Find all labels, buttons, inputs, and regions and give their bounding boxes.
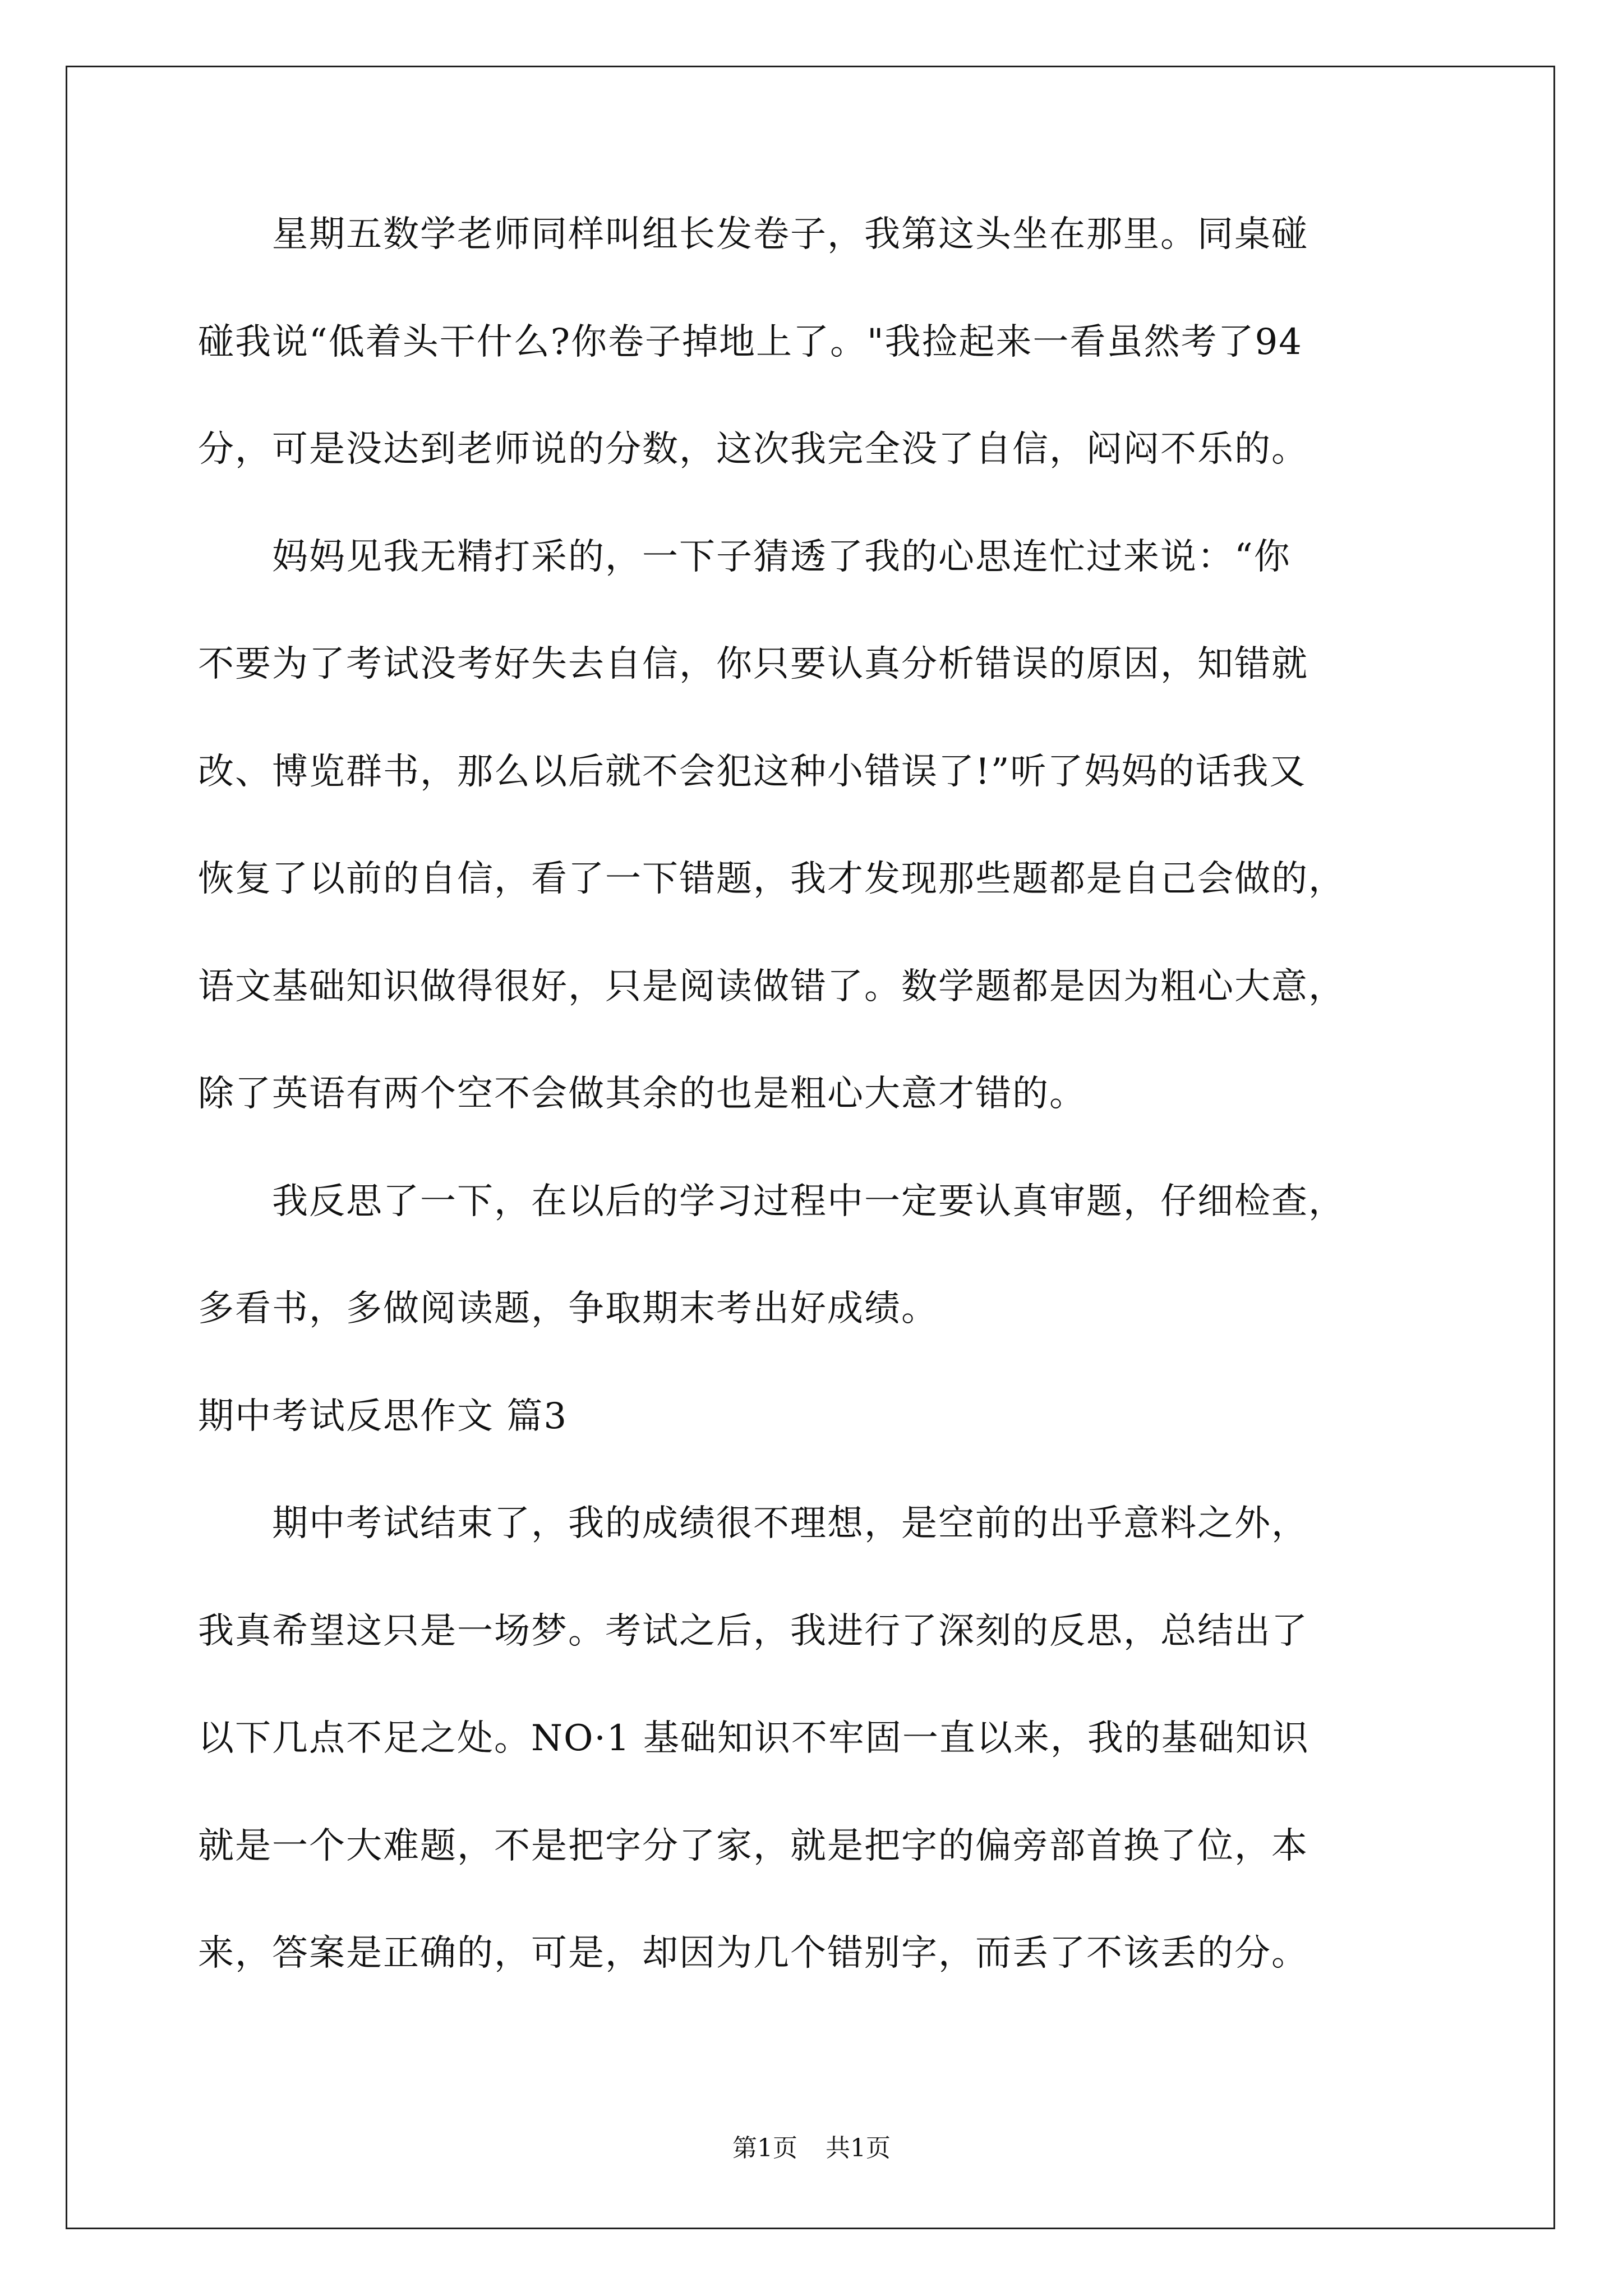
paragraph-line: 多看书，多做阅读题，争取期末考出好成绩。 (198, 1288, 938, 1329)
paragraph-line: 星期五数学老师同样叫组长发卷子，我第这头坐在那里。同桌碰 (198, 214, 1308, 255)
paragraph-line: 碰我说“低着头干什么?你卷子掉地上了。"我捡起来一看虽然考了94 (198, 321, 1303, 363)
paragraph-line: 以下几点不足之处。NO·1 基础知识不牢固一直以来，我的基础知识 (198, 1718, 1310, 1759)
paragraph-line: 就是一个大难题，不是把字分了家，就是把字的偏旁部首换了位，本 (198, 1825, 1308, 1867)
page-number: 第1页 (732, 2134, 797, 2162)
paragraph-line: 妈妈见我无精打采的，一下子猜透了我的心思连忙过来说：“你 (198, 536, 1291, 578)
paragraph-line: 除了英语有两个空不会做其余的也是粗心大意才错的。 (198, 1073, 1086, 1115)
page-footer (0, 2132, 1623, 2165)
section-heading: 期中考试反思作文 篇3 (198, 1395, 568, 1437)
paragraph-line: 改、博览群书，那么以后就不会犯这种小错误了!”听了妈妈的话我又 (198, 751, 1307, 793)
document-body (198, 206, 1454, 2033)
paragraph-line: 我真希望这只是一场梦。考试之后，我进行了深刻的反思，总结出了 (198, 1610, 1308, 1652)
paragraph-line: 期中考试结束了，我的成绩很不理想，是空前的出乎意料之外， (198, 1503, 1308, 1544)
paragraph-line: 分，可是没达到老师说的分数，这次我完全没了自信，闷闷不乐的。 (198, 429, 1308, 470)
paragraph-line: 来，答案是正确的，可是，却因为几个错别字，而丢了不该丢的分。 (198, 1932, 1308, 1974)
paragraph-line: 不要为了考试没考好失去自信，你只要认真分析错误的原因，知错就 (198, 643, 1308, 685)
page-total: 共1页 (826, 2134, 891, 2162)
paragraph-line: 恢复了以前的自信，看了一下错题，我才发现那些题都是自己会做的， (198, 858, 1345, 900)
paragraph-line: 语文基础知识做得很好，只是阅读做错了。数学题都是因为粗心大意， (198, 965, 1345, 1007)
paragraph-line: 我反思了一下，在以后的学习过程中一定要认真审题，仔细检查， (198, 1180, 1345, 1222)
